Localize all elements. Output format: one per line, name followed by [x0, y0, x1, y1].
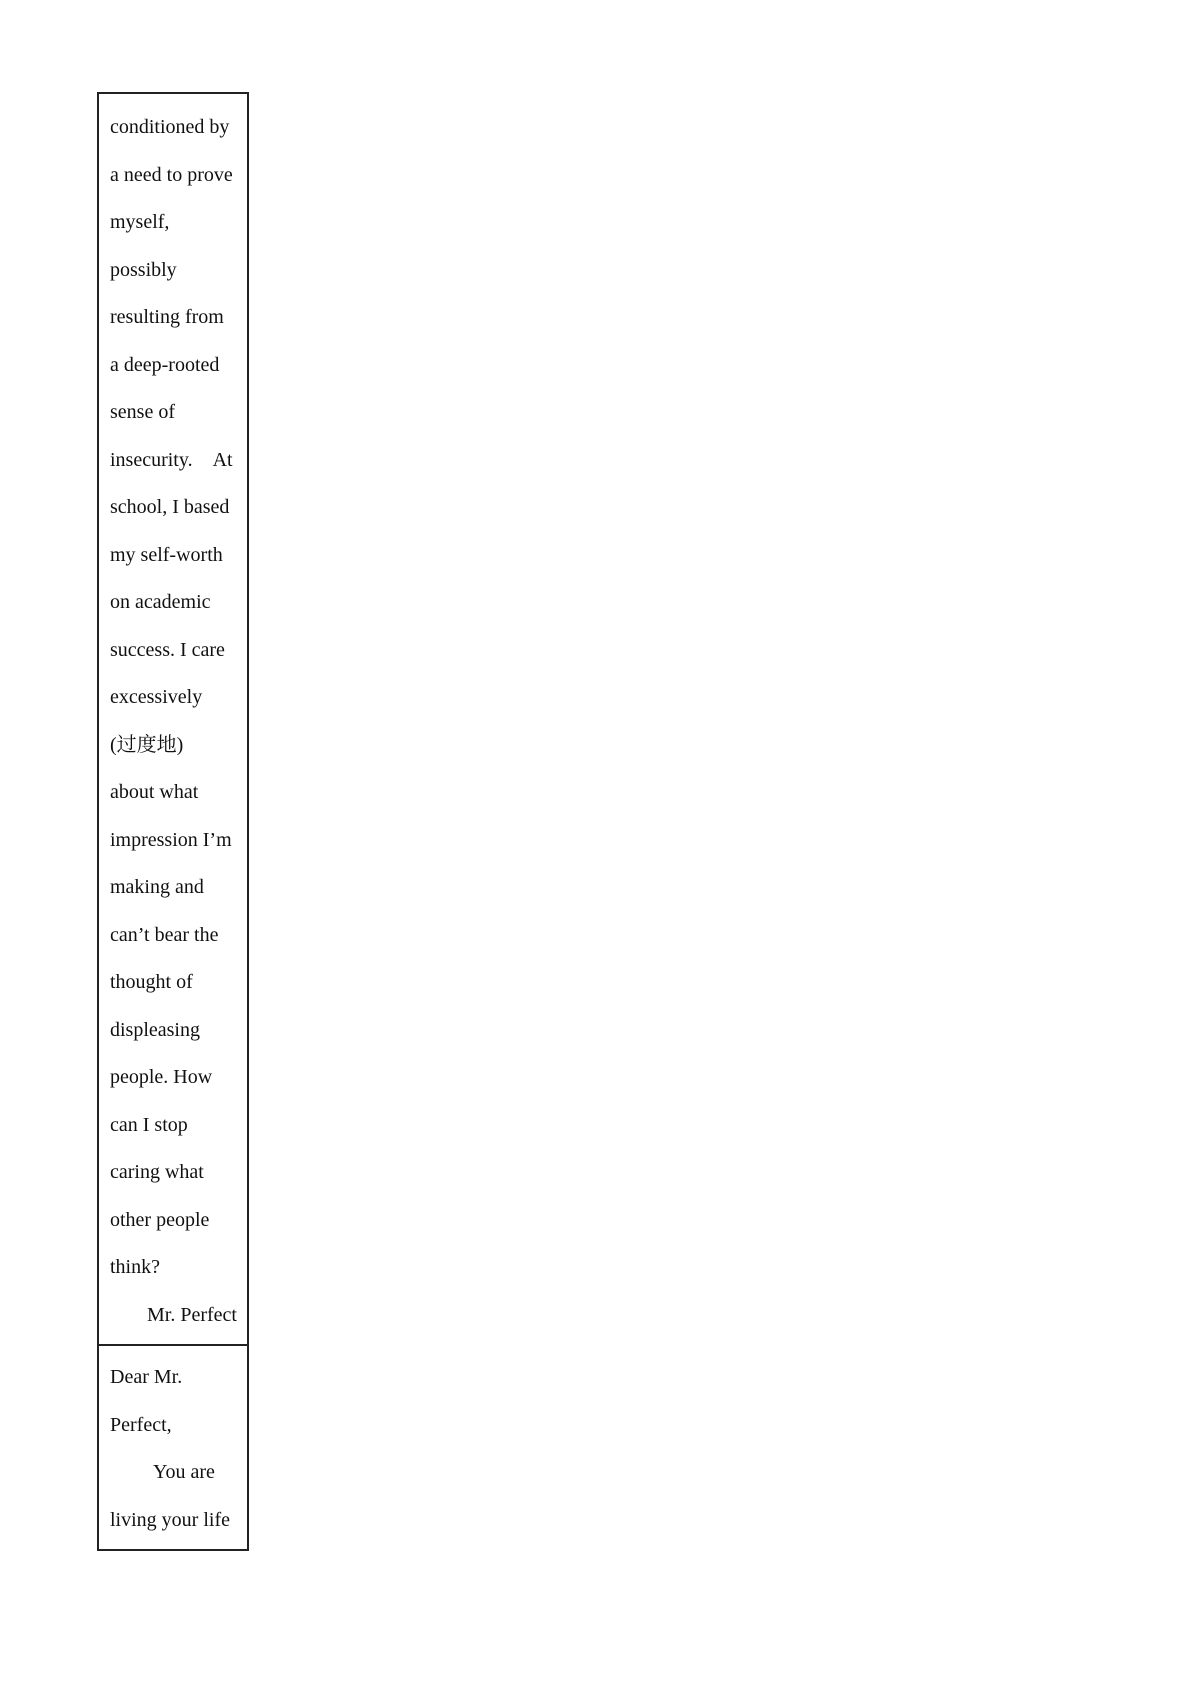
reply-cell	[99, 1344, 247, 1549]
letter-line: thought of	[110, 971, 193, 993]
letter-line: school, I based	[110, 496, 230, 518]
letter-table	[97, 92, 249, 1551]
letter-line: a deep-rooted	[110, 353, 220, 376]
letter-line: sense of	[110, 401, 175, 423]
letter-line: can’t bear the	[110, 923, 219, 946]
letter-signature: Mr. Perfect	[147, 1303, 237, 1326]
letter-line: my self-worth	[110, 543, 223, 566]
letter-line: conditioned by	[110, 116, 230, 138]
letter-line: caring what	[110, 1161, 204, 1183]
reply-line: You are	[153, 1461, 215, 1483]
letter-line: other people	[110, 1208, 210, 1231]
letter-line: displeasing	[110, 1018, 200, 1041]
letter-line: impression I’m	[110, 828, 232, 851]
letter-line: myself,	[110, 211, 170, 233]
letter-line: think?	[110, 1256, 160, 1278]
letter-line: success. I care	[110, 638, 225, 661]
letter-line: excessively	[110, 686, 203, 708]
letter-line: resulting from	[110, 306, 224, 328]
letter-line: about what	[110, 781, 199, 803]
letter-line: a need to prove	[110, 163, 233, 186]
letter-line: possibly	[110, 258, 177, 281]
letter-line: can I stop	[110, 1113, 188, 1136]
letter-line: (过度地)	[110, 733, 184, 756]
letter-line: on academic	[110, 591, 211, 613]
reply-line: living your life	[110, 1508, 230, 1531]
letter-cell	[99, 94, 247, 1344]
reply-salutation-line: Dear Mr.	[110, 1366, 183, 1388]
letter-line: making and	[110, 876, 204, 898]
letter-line: insecurity. At	[110, 448, 233, 471]
letter-line: people. How	[110, 1066, 213, 1088]
reply-salutation-line: Perfect,	[110, 1413, 172, 1436]
